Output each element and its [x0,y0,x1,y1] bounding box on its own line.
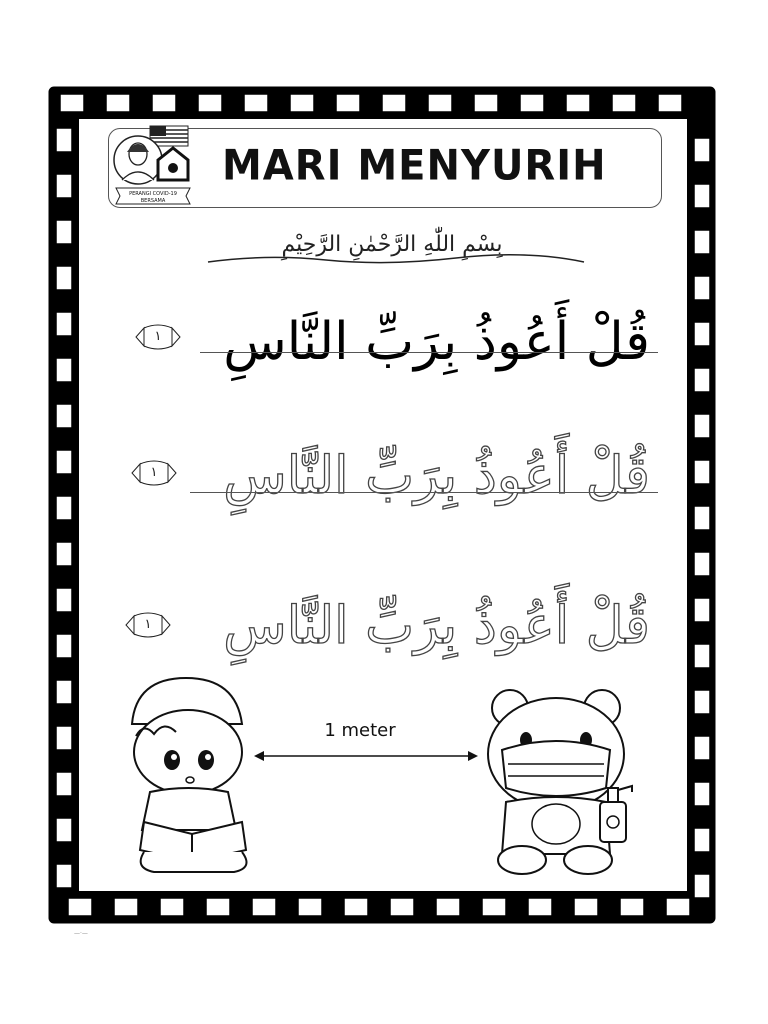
distance-label: 1 meter [324,720,396,741]
frame-check [298,898,322,916]
scan-mark: —·— [74,930,88,937]
frame-check [56,864,72,888]
verse-number-marker [124,610,172,640]
frame-check [56,266,72,290]
frame-check [528,898,552,916]
writing-guideline [190,492,658,493]
frame-check [56,174,72,198]
verse-tracing-text[interactable]: قُلْ أَعُوذُ بِرَبِّ النَّاسِ [223,446,650,506]
frame-check [694,782,710,806]
frame-check [694,736,710,760]
frame-check [694,644,710,668]
worksheet-title: MARI MENYURIH [222,141,607,191]
frame-check [390,898,414,916]
frame-check [114,898,138,916]
frame-check [56,772,72,796]
frame-check [574,898,598,916]
home-icon [158,148,188,180]
frame-check [106,94,130,112]
verse-row-solid [130,300,660,410]
frame-check [56,542,72,566]
frame-check [56,404,72,428]
verse-number: ١ [150,465,158,480]
frame-check [56,588,72,612]
frame-check [382,94,406,112]
frame-check [694,874,710,898]
frame-check [694,368,710,392]
basmalah-flourish [206,250,586,270]
frame-check [666,898,690,916]
frame-check [428,94,452,112]
frame-check [56,450,72,474]
frame-check [290,94,314,112]
verse-number-marker [130,458,178,488]
basmalah-text: بِسْمِ اللّٰهِ الرَّحْمٰنِ الرَّحِيْمِ [281,232,503,257]
frame-check [694,230,710,254]
writing-guideline [200,352,658,353]
frame-check [694,828,710,852]
frame-check [694,414,710,438]
frame-check [694,138,710,162]
verse-row-tracing [130,430,660,540]
frame-check [520,94,544,112]
frame-check [56,680,72,704]
frame-check [160,898,184,916]
frame-check [252,898,276,916]
sanitizer-bottle-icon [600,786,632,842]
logo-caption-line1: PERANGI COVID-19 [129,191,177,197]
frame-check [694,690,710,714]
frame-check [694,552,710,576]
frame-check [694,276,710,300]
frame-check [612,94,636,112]
frame-check [482,898,506,916]
frame-check [56,312,72,336]
frame-check [694,184,710,208]
verse-tracing-text[interactable]: قُلْ أَعُوذُ بِرَبِّ النَّاسِ [223,596,650,656]
bear-with-mask-icon [476,684,646,880]
verse-number-marker [134,322,182,352]
frame-check [694,598,710,622]
frame-check [198,94,222,112]
frame-check [152,94,176,112]
frame-check [336,94,360,112]
verse-number: ١ [144,617,152,632]
frame-check [56,220,72,244]
verse-text: قُلْ أَعُوذُ بِرَبِّ النَّاسِ [223,312,650,372]
frame-check [658,94,682,112]
frame-check [206,898,230,916]
verse-row-tracing [130,570,660,680]
logo-caption-line2: BERSAMA [140,198,166,204]
frame-check [56,634,72,658]
distance-arrow [252,746,480,766]
frame-check [344,898,368,916]
frame-check [694,460,710,484]
boy-reading-quran-icon [124,672,264,882]
frame-check [68,898,92,916]
frame-check [56,496,72,520]
frame-check [60,94,84,112]
frame-check [694,506,710,530]
frame-check [474,94,498,112]
frame-check [56,726,72,750]
frame-check [56,358,72,382]
frame-check [436,898,460,916]
frame-check [566,94,590,112]
campaign-logo-icon [110,122,196,212]
frame-check [620,898,644,916]
frame-check [56,818,72,842]
verse-number: ١ [154,329,162,344]
frame-check [56,128,72,152]
frame-check [694,322,710,346]
frame-check [244,94,268,112]
